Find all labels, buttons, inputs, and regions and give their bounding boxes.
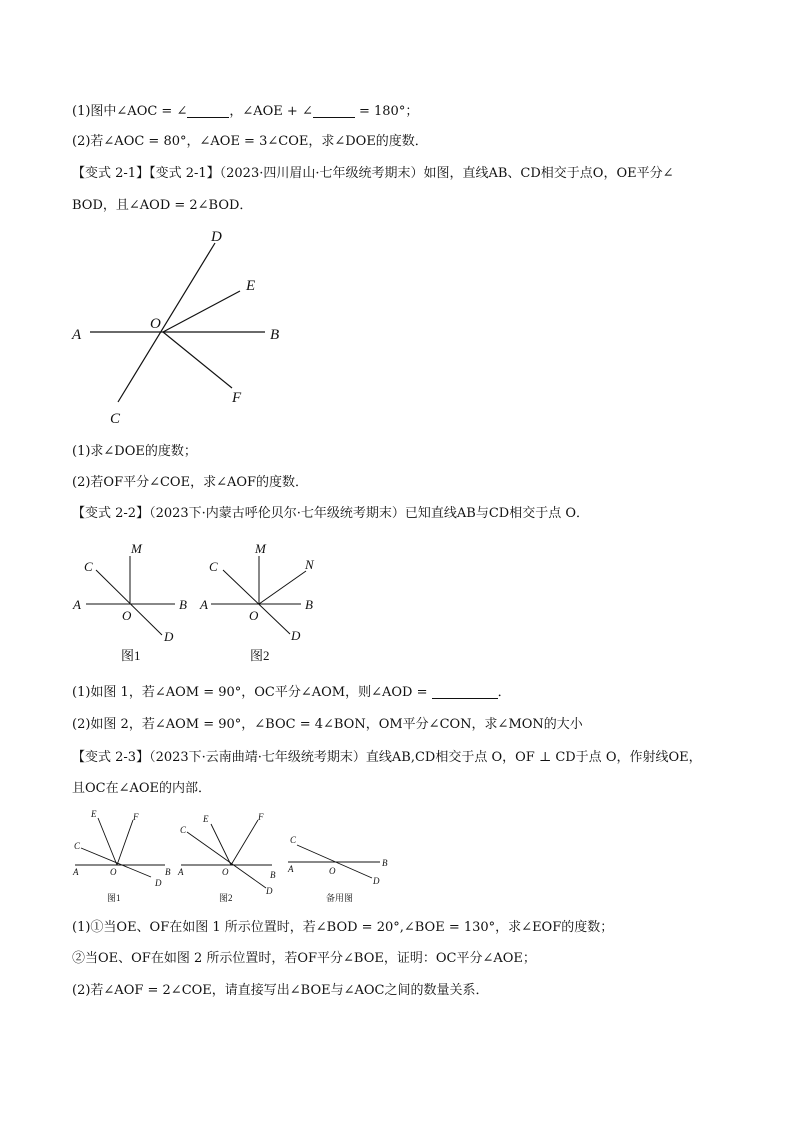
- q1-mid: ，∠AOE + ∠: [229, 104, 313, 119]
- variant-2-1-heading: 【变式 2-1】【变式 2-1】（2023·四川眉山·七年级统考期末）如图，直线AB、CD相交于点O，OE平分∠: [72, 166, 674, 181]
- label-c: C: [209, 559, 218, 574]
- label-c: C: [84, 559, 93, 574]
- label-d: D: [155, 878, 162, 888]
- label-b: B: [179, 597, 187, 612]
- variant-2-3-heading-cont: 且OC在∠AOE的内部．: [72, 781, 212, 796]
- label-c: C: [290, 835, 297, 845]
- figure-caption: 图2: [219, 893, 233, 903]
- variant-2-1-q2: (2)若OF平分∠COE，求∠AOF的度数．: [72, 475, 309, 490]
- q1-suffix: = 180°；: [354, 104, 419, 119]
- variant-2-2-heading: 【变式 2-2】（2023下·内蒙古呼伦贝尔·七年级统考期末）已知直线AB与CD相交于点 O．: [72, 506, 590, 521]
- question-2: (2)若∠AOC = 80°，∠AOE = 3∠COE，求∠DOE的度数．: [72, 134, 428, 149]
- label-b: B: [305, 597, 313, 612]
- label-b: B: [165, 867, 171, 877]
- figure-caption: 图1: [121, 648, 141, 663]
- label-d: D: [373, 876, 380, 886]
- label-a: A: [73, 867, 79, 877]
- label-c: C: [110, 411, 121, 427]
- q1-suffix: ．: [497, 685, 511, 700]
- variant-2-3-q1b: ②当OE、OF在如图 2 所示位置时，若OF平分∠BOE，证明：OC平分∠AOE；: [72, 951, 536, 966]
- label-m: M: [131, 541, 142, 556]
- label-b: B: [270, 327, 280, 343]
- variant-2-3-q2: (2)若∠AOF = 2∠COE，请直接写出∠BOE与∠AOC之间的数量关系．: [72, 983, 489, 998]
- figure-caption: 图1: [107, 893, 121, 903]
- label-e: E: [246, 278, 256, 294]
- label-c: C: [180, 825, 187, 835]
- label-b: B: [382, 858, 388, 868]
- label-n: N: [305, 557, 314, 572]
- label-a: A: [200, 597, 208, 612]
- label-o: O: [249, 608, 259, 623]
- label-o: O: [110, 867, 117, 877]
- label-d: D: [211, 229, 222, 245]
- label-d: D: [291, 628, 301, 643]
- label-f: F: [232, 390, 242, 406]
- label-d: D: [266, 886, 273, 896]
- variant-2-2-q2: (2)如图 2，若∠AOM = 90°，∠BOC = 4∠BON，OM平分∠CON，求∠MON的大小: [72, 717, 583, 732]
- label-f: F: [133, 812, 139, 822]
- label-o: O: [222, 867, 229, 877]
- label-o: O: [150, 316, 161, 332]
- label-o: O: [122, 608, 132, 623]
- label-a: A: [73, 597, 81, 612]
- label-f: F: [258, 812, 264, 822]
- label-e: E: [203, 814, 209, 824]
- label-d: D: [164, 629, 174, 644]
- variant-2-3-heading: 【变式 2-3】（2023下·云南曲靖·七年级统考期末）直线AB,CD相交于点 O，OF ⊥ CD于点 O，作射线OE，: [72, 750, 702, 765]
- label-a: A: [72, 327, 82, 343]
- label-e: E: [91, 809, 97, 819]
- label-o: O: [329, 866, 336, 876]
- figure-caption: 图2: [250, 648, 270, 663]
- q1-text: (1)如图 1，若∠AOM = 90°，OC平分∠AOM，则∠AOD =: [72, 685, 432, 700]
- q1-prefix: (1)图中∠AOC = ∠: [72, 104, 188, 119]
- variant-2-1-heading-cont: BOD，且∠AOD = 2∠BOD．: [72, 198, 253, 213]
- label-a: A: [178, 867, 184, 877]
- variant-2-1-q1: (1)求∠DOE的度数；: [72, 444, 197, 459]
- figure-caption: 备用图: [326, 893, 354, 903]
- variant-2-3-q1a: (1)①当OE、OF在如图 1 所示位置时，若∠BOD = 20°,∠BOE = 130°，求∠EOF的度数；: [72, 920, 614, 935]
- label-c: C: [74, 841, 81, 851]
- label-a: A: [288, 864, 294, 874]
- label-b: B: [270, 870, 276, 880]
- label-m: M: [255, 541, 266, 556]
